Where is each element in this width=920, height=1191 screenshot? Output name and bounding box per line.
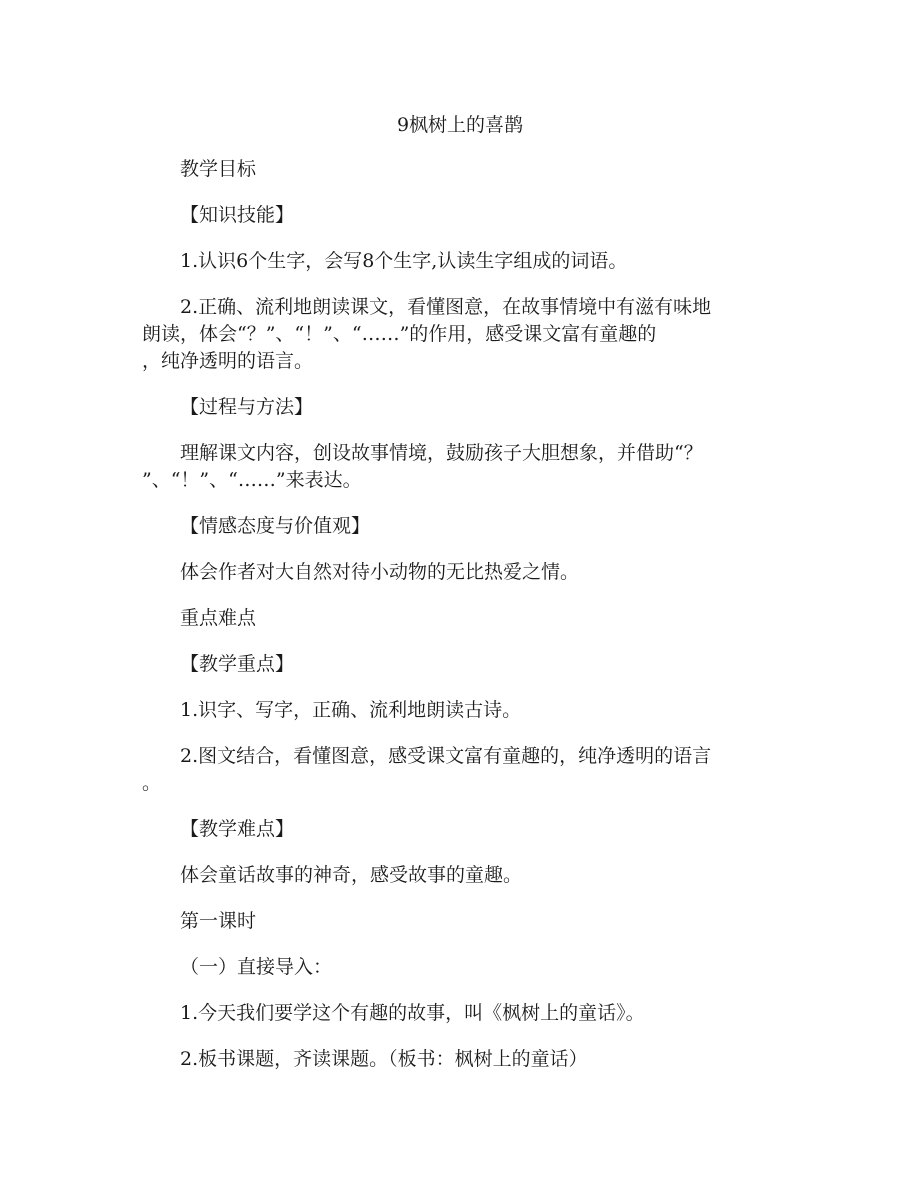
subheading-emotion-values: 【情感态度与价值观】 xyxy=(180,515,371,537)
teaching-key-item-1: 1.识字、写字，正确、流利地朗读古诗。 xyxy=(180,699,522,721)
section-heading-first-lesson: 第一课时 xyxy=(180,910,257,932)
knowledge-skills-item-1: 1.认识6个生字，会写8个生字,认读生字组成的词语。 xyxy=(180,250,628,272)
direct-intro-item-2: 2.板书课题，齐读课题。（板书：枫树上的童话） xyxy=(180,1048,588,1070)
subheading-process-methods: 【过程与方法】 xyxy=(180,396,314,418)
subheading-knowledge-skills: 【知识技能】 xyxy=(180,204,295,226)
subheading-teaching-key: 【教学重点】 xyxy=(180,653,295,675)
emotion-values-text: 体会作者对大自然对待小动物的无比热爱之情。 xyxy=(180,561,580,583)
document-title: 9枫树上的喜鹊 xyxy=(396,114,524,136)
process-methods-line-1: 理解课文内容，创设故事情境，鼓励孩子大胆想象，并借助“？ xyxy=(180,442,703,464)
section-heading-key-difficult: 重点难点 xyxy=(180,607,257,629)
direct-intro-item-1: 1.今天我们要学这个有趣的故事，叫《枫树上的童话》。 xyxy=(180,1002,645,1024)
subheading-teaching-difficult: 【教学难点】 xyxy=(180,818,295,840)
teaching-key-item-2-line-2: 。 xyxy=(142,772,162,794)
knowledge-skills-item-2-line-2: 朗读，体会“？”、“！”、“……”的作用，感受课文富有童趣的 xyxy=(142,323,657,345)
process-methods-line-2: ”、“！”、“……”来表达。 xyxy=(142,469,362,491)
teaching-difficult-text: 体会童话故事的神奇，感受故事的童趣。 xyxy=(180,864,523,886)
subheading-direct-intro: （一）直接导入： xyxy=(180,956,333,978)
section-heading-teaching-goals: 教学目标 xyxy=(180,158,257,180)
knowledge-skills-item-2-line-1: 2.正确、流利地朗读课文，看懂图意，在故事情境中有滋有味地 xyxy=(180,296,712,318)
teaching-key-item-2-line-1: 2.图文结合，看懂图意，感受课文富有童趣的，纯净透明的语言 xyxy=(180,745,712,767)
knowledge-skills-item-2-line-3: ，纯净透明的语言。 xyxy=(142,350,314,372)
